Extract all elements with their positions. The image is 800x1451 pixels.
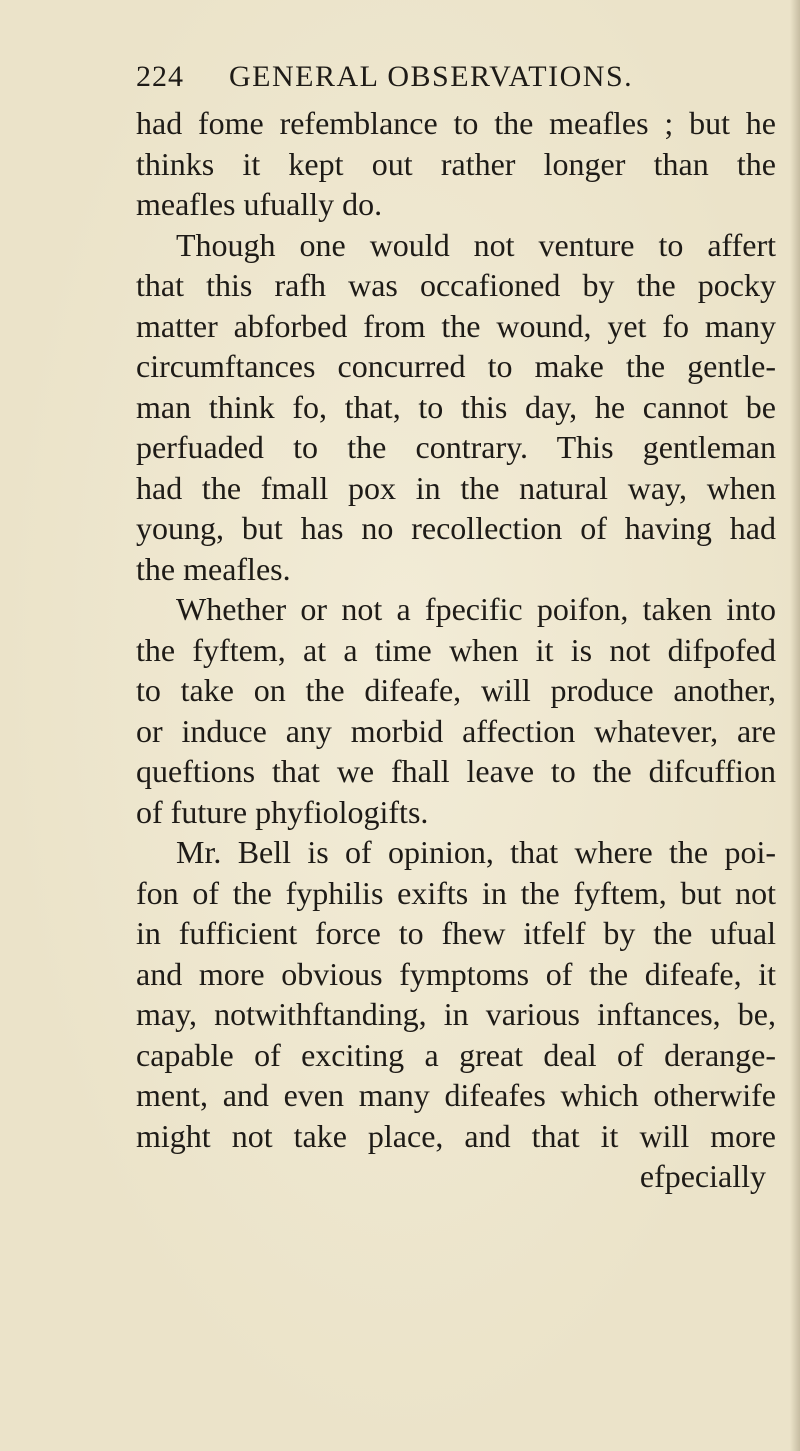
catchword: efpecially bbox=[639, 1158, 766, 1194]
paragraph-start-line: Whether or not a fpecific poifon, taken into bbox=[176, 591, 776, 627]
page-number: 224 bbox=[136, 60, 184, 93]
text-line: ment, and even many difeafes which otherwife bbox=[136, 1077, 776, 1113]
text-line: the meafles. bbox=[136, 550, 291, 587]
text-line: meafles ufually do. bbox=[136, 186, 383, 222]
text-line: man think fo, that, to this day, he cannot be bbox=[136, 388, 776, 425]
text-line: thinks it kept out rather longer than the bbox=[136, 145, 776, 182]
paragraph-start-line: Mr. Bell is of opinion, that where the poi- bbox=[176, 834, 776, 870]
page-edge-shadow bbox=[790, 0, 800, 1451]
body-text bbox=[136, 103, 776, 1197]
text-line: or induce any morbid affection whatever, are bbox=[136, 712, 776, 749]
text-line: fon of the fyphilis exifts in the fyftem, but not bbox=[136, 874, 776, 911]
text-line: young, but has no recollection of having had bbox=[136, 510, 776, 546]
page-header bbox=[136, 60, 696, 104]
text-line: circumftances concurred to make the gentle- bbox=[136, 348, 776, 384]
text-line: to take on the difeafe, will produce another, bbox=[136, 672, 776, 708]
running-head: GENERAL OBSERVATIONS. bbox=[229, 60, 634, 93]
text-line: may, notwithftanding, in various inftances, be, bbox=[136, 996, 776, 1032]
text-line: that this rafh was occafioned by the pocky bbox=[136, 267, 776, 303]
text-line: capable of exciting a great deal of derange- bbox=[136, 1036, 776, 1073]
text-line: queftions that we fhall leave to the difcuffion bbox=[136, 753, 776, 789]
text-line: of future phyfiologifts. bbox=[136, 793, 429, 830]
text-line: might not take place, and that it will more bbox=[136, 1117, 776, 1154]
text-line: the fyftem, at a time when it is not difpofed bbox=[136, 631, 776, 668]
text-line: matter abforbed from the wound, yet fo many bbox=[136, 307, 776, 344]
text-line: and more obvious fymptoms of the difeafe, it bbox=[136, 955, 776, 992]
text-line: perfuaded to the contrary. This gentleman bbox=[136, 429, 776, 465]
text-line: in fufficient force to fhew itfelf by the ufual bbox=[136, 915, 776, 951]
text-line: had fome refemblance to the meafles ; but he bbox=[136, 105, 776, 141]
paragraph-start-line: Though one would not venture to affert bbox=[176, 226, 776, 263]
text-line: had the fmall pox in the natural way, when bbox=[136, 469, 776, 506]
